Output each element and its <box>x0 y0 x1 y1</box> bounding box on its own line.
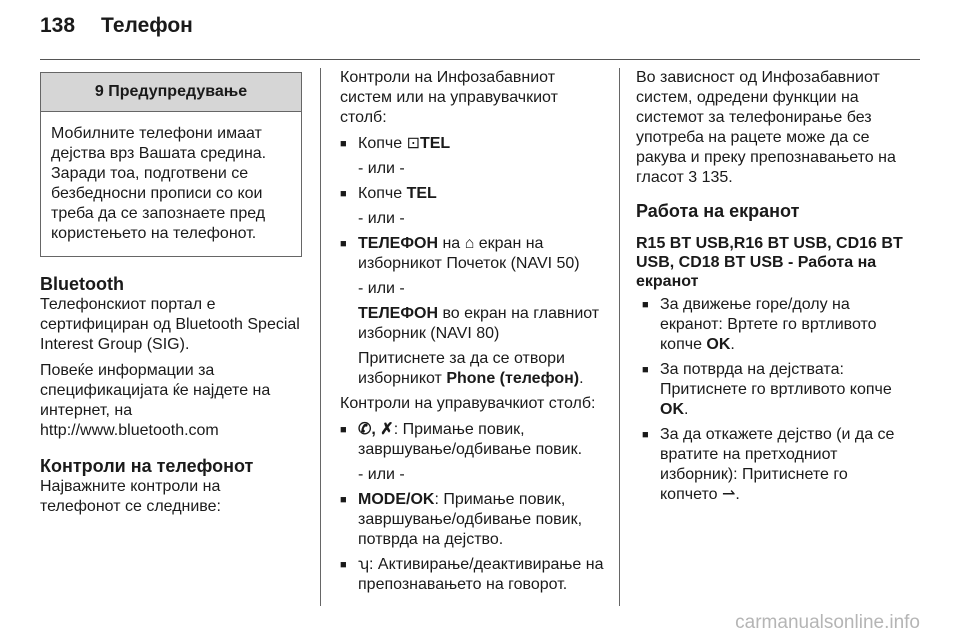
column-1 <box>40 68 302 523</box>
list-item-continuation <box>340 304 608 344</box>
page-header <box>40 14 193 38</box>
or-separator: - или - <box>358 466 405 483</box>
bluetooth-heading: Bluetooth <box>40 274 124 294</box>
list-item-text: Копче <box>358 185 407 202</box>
list-item <box>340 134 608 154</box>
watermark: carmanualsonline.info <box>735 612 920 633</box>
warning-text: Мобилните телефони имаат дејства врз Вашата средина. Заради тоа, подготвени се безбедносни прописи со кои треба да се запознаете пред користењето на телефонот. <box>51 125 267 242</box>
list-item-text: : Активирање/деактивирање на препознавањето на говорот. <box>358 556 604 593</box>
controls-paragraph: Најважните контроли на телефонот се следниве: <box>40 478 221 515</box>
list-item <box>642 295 908 355</box>
list-item <box>642 360 908 420</box>
paragraph-text: Во зависност од Инфозабавниот систем, одредени функции на системот за телефонирање без употреба на рацете може да се ракува и преку препознавањето на гласот <box>636 69 896 186</box>
home-icon: ⌂ <box>464 235 475 252</box>
list-item-bold: OK <box>660 401 684 418</box>
list-item-text: . <box>684 401 689 418</box>
column-divider-2 <box>619 68 620 606</box>
list-item <box>642 425 908 505</box>
list-item-bold: MODE/OK <box>358 491 435 508</box>
list-item <box>340 234 608 274</box>
list-item-text: : Примање повик, завршување/одбивање повик. <box>358 421 583 458</box>
wheel-controls-intro: Контроли на управувачкиот столб: <box>340 395 596 412</box>
page-number: 138 <box>40 14 76 37</box>
bluetooth-paragraph-1: Телефонскиот портал е сертифициран од Bluetooth Special Interest Group (SIG). <box>40 296 300 353</box>
warning-box <box>40 72 302 257</box>
voice-recognition-paragraph <box>636 68 908 188</box>
voice-icon: ʮ <box>358 556 369 573</box>
list-item-text: : Примање повик, завршување/одбивање повик, потврда на дејство. <box>358 491 583 548</box>
column-2 <box>340 68 608 600</box>
column-3 <box>636 68 908 510</box>
or-separator: - или - <box>358 160 405 177</box>
list-item-bold: TEL <box>419 135 451 152</box>
list-item-bold: OK <box>706 336 731 353</box>
tel-button-icon: ⊡ <box>406 135 420 152</box>
list-item-text: . <box>579 370 584 387</box>
list-item-bold: ТЕЛЕФОН <box>358 235 438 252</box>
list-item-text: За потврда на дејствата: Притиснете го вртливото копче <box>660 361 892 398</box>
list-item-text: . <box>730 336 735 353</box>
list-item <box>340 555 608 595</box>
warning-heading: 9 Предупредување <box>41 73 301 112</box>
controls-heading: Контроли на телефонот <box>40 456 254 476</box>
list-item-text: За движење горе/долу на екранот: Вртете го вртливото копче <box>660 296 877 353</box>
list-item-text: За да откажете дејство (и да се вратите на претходниот изборник): Притиснете го копчето <box>660 426 895 503</box>
list-item-text: . <box>735 486 740 503</box>
list-item-continuation <box>340 349 608 389</box>
list-item-bold: ТЕЛЕФОН <box>358 305 438 322</box>
list-item-text: Копче <box>358 135 407 152</box>
list-item <box>340 490 608 550</box>
screen-operation-heading: Работа на екранот <box>636 201 800 221</box>
page-ref-number: 135. <box>697 169 733 186</box>
or-separator: - или - <box>358 280 405 297</box>
page-title: Телефон <box>101 14 193 37</box>
infotainment-controls-intro: Контроли на Инфозабавниот систем или на управувачкиот столб: <box>340 69 558 126</box>
phone-icons: ✆, ✗ <box>358 421 394 438</box>
list-item-text: екран на изборникот Почеток (NAVI 50) <box>358 235 580 272</box>
list-item-text: Притиснете за да се отвори изборникот <box>358 350 565 387</box>
bluetooth-paragraph-2: Повеќе информации за спецификацијата ќе најдете на интернет, на http://www.bluetooth.com <box>40 362 271 439</box>
list-item-bold: TEL <box>406 185 437 202</box>
list-item <box>340 184 608 204</box>
back-icon: ⇀ <box>721 486 736 503</box>
list-item <box>340 420 608 460</box>
page-ref-icon: 3 <box>688 169 698 186</box>
or-separator: - или - <box>358 210 405 227</box>
list-item-text: на <box>438 235 465 252</box>
list-item-text: во екран на главниот изборник (NAVI 80) <box>358 305 600 342</box>
models-heading: R15 BT USB,R16 BT USB, CD16 BT USB, CD18 BT USB - Работа на екранот <box>636 235 903 290</box>
header-rule <box>40 59 920 60</box>
column-divider-1 <box>320 68 321 606</box>
list-item-bold: Phone (телефон) <box>446 370 580 387</box>
